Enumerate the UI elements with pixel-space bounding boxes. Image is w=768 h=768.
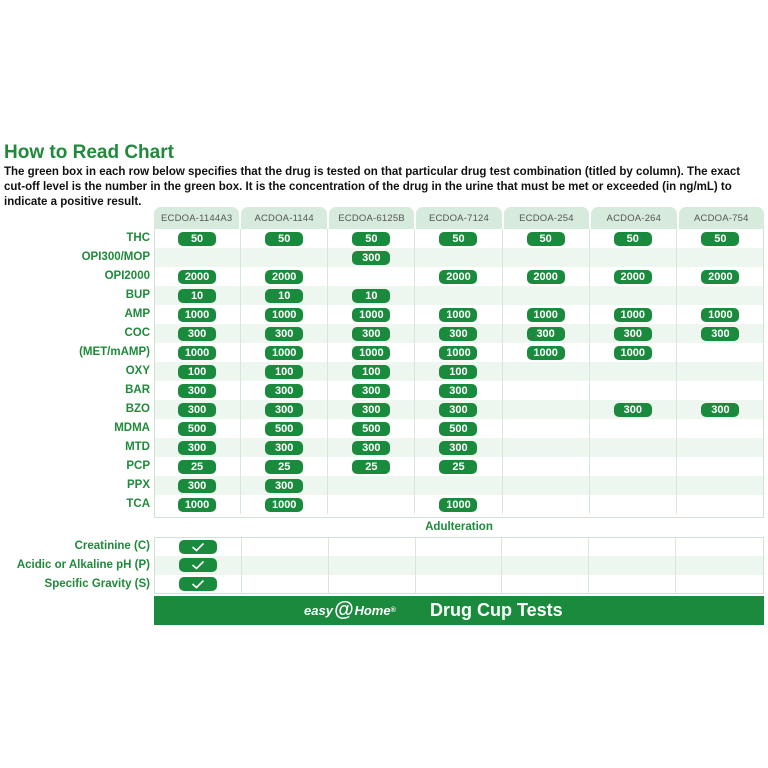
- drug-label: BZO: [125, 403, 150, 415]
- grid-cell: [503, 495, 590, 514]
- cutoff-badge: 10: [265, 289, 303, 303]
- cutoff-grid: [154, 229, 764, 514]
- grid-cell: [328, 305, 415, 324]
- grid-cell: [590, 267, 677, 286]
- cutoff-badge: 2000: [527, 270, 565, 284]
- grid-cell: [677, 286, 764, 305]
- cutoff-badge: 100: [265, 365, 303, 379]
- drug-row: [154, 400, 764, 419]
- drug-row: [154, 419, 764, 438]
- drug-row: [154, 495, 764, 514]
- cutoff-badge: 10: [178, 289, 216, 303]
- drug-label: COC: [124, 327, 150, 339]
- grid-cell: [415, 305, 502, 324]
- grid-cell: [154, 248, 241, 267]
- grid-cell: [590, 305, 677, 324]
- grid-cell: [154, 229, 241, 248]
- grid-cell: [502, 556, 589, 574]
- cutoff-badge: 1000: [265, 346, 303, 360]
- grid-cell: [328, 343, 415, 362]
- grid-cell: [503, 381, 590, 400]
- grid-cell: [329, 556, 416, 574]
- grid-cell: [154, 324, 241, 343]
- grid-cell: [590, 229, 677, 248]
- grid-cell: [241, 362, 328, 381]
- cutoff-badge: 1000: [178, 498, 216, 512]
- grid-cell: [242, 575, 329, 593]
- grid-cell: [590, 476, 677, 495]
- grid-cell: [416, 538, 503, 556]
- cutoff-badge: 25: [265, 460, 303, 474]
- grid-cell: [590, 419, 677, 438]
- drug-label: PPX: [126, 479, 150, 491]
- cutoff-badge: 300: [701, 403, 739, 417]
- cutoff-badge: 1000: [352, 346, 390, 360]
- cutoff-badge: 2000: [265, 270, 303, 284]
- adulteration-row: [155, 575, 763, 593]
- drug-labels: [0, 229, 150, 514]
- column-header: ECDOA-1144A3: [154, 207, 239, 229]
- cutoff-badge: 300: [265, 403, 303, 417]
- cutoff-badge: 500: [178, 422, 216, 436]
- drug-label: AMP: [124, 308, 150, 320]
- adulteration-row: [155, 556, 763, 574]
- grid-cell: [676, 538, 763, 556]
- drug-label: PCP: [126, 460, 150, 472]
- cutoff-badge: 1000: [614, 308, 652, 322]
- cutoff-badge: 300: [352, 441, 390, 455]
- drug-label: TCA: [126, 498, 150, 510]
- grid-cell: [328, 476, 415, 495]
- grid-cell: [415, 419, 502, 438]
- grid-cell: [415, 248, 502, 267]
- adulteration-label: Acidic or Alkaline pH (P): [16, 559, 150, 571]
- drug-label: MTD: [125, 441, 150, 453]
- grid-cell: [328, 419, 415, 438]
- cutoff-badge: 1000: [701, 308, 739, 322]
- grid-cell: [502, 538, 589, 556]
- cutoff-badge: 300: [614, 403, 652, 417]
- cutoff-badge: 25: [352, 460, 390, 474]
- adulteration-title: Adulteration: [425, 521, 493, 533]
- cutoff-badge: 300: [439, 327, 477, 341]
- footer-banner: [154, 596, 764, 625]
- grid-cell: [416, 556, 503, 574]
- drug-row: [154, 229, 764, 248]
- adulteration-grid: [154, 537, 764, 594]
- cutoff-badge: 300: [701, 327, 739, 341]
- grid-cell: [677, 305, 764, 324]
- drug-row: [154, 267, 764, 286]
- checkmark-icon: [179, 577, 217, 591]
- grid-cell: [415, 400, 502, 419]
- cutoff-badge: 50: [352, 232, 390, 246]
- grid-cell: [503, 476, 590, 495]
- cutoff-badge: 300: [352, 327, 390, 341]
- grid-cell: [590, 343, 677, 362]
- cutoff-badge: 2000: [178, 270, 216, 284]
- grid-cell: [590, 362, 677, 381]
- grid-cell: [241, 419, 328, 438]
- cutoff-badge: 300: [614, 327, 652, 341]
- column-header: ACDOA-264: [591, 207, 676, 229]
- cutoff-badge: 500: [265, 422, 303, 436]
- grid-cell: [503, 419, 590, 438]
- adulteration-label: Specific Gravity (S): [44, 578, 150, 590]
- cutoff-badge: 300: [178, 327, 216, 341]
- cutoff-badge: 300: [178, 441, 216, 455]
- cutoff-badge: 300: [178, 479, 216, 493]
- column-header: ECDOA-6125B: [329, 207, 414, 229]
- brand-mark: ®: [390, 607, 396, 614]
- grid-cell: [241, 286, 328, 305]
- grid-cell: [590, 457, 677, 476]
- grid-cell: [677, 495, 764, 514]
- grid-cell: [328, 438, 415, 457]
- grid-cell: [241, 381, 328, 400]
- cutoff-badge: 300: [178, 384, 216, 398]
- grid-cell: [590, 495, 677, 514]
- brand-left: easy: [304, 603, 333, 618]
- grid-cell: [503, 286, 590, 305]
- grid-cell: [503, 438, 590, 457]
- grid-cell: [154, 362, 241, 381]
- cutoff-badge: 300: [527, 327, 565, 341]
- grid-cell: [503, 343, 590, 362]
- grid-cell: [416, 575, 503, 593]
- drug-label: BAR: [125, 384, 150, 396]
- cutoff-badge: 100: [178, 365, 216, 379]
- grid-cell: [241, 248, 328, 267]
- cutoff-badge: 50: [527, 232, 565, 246]
- drug-label: MDMA: [114, 422, 150, 434]
- drug-row: [154, 248, 764, 267]
- grid-cell: [589, 538, 676, 556]
- grid-cell: [415, 229, 502, 248]
- cutoff-badge: 100: [439, 365, 477, 379]
- cutoff-badge: 50: [265, 232, 303, 246]
- cutoff-badge: 25: [178, 460, 216, 474]
- grid-cell: [677, 267, 764, 286]
- brand-at: @: [333, 599, 354, 621]
- adulteration-labels: [0, 537, 150, 594]
- grid-cell: [328, 229, 415, 248]
- drug-row: [154, 381, 764, 400]
- cutoff-badge: 1000: [439, 498, 477, 512]
- column-header: ECDOA-254: [504, 207, 589, 229]
- cutoff-badge: 300: [439, 441, 477, 455]
- grid-cell: [242, 538, 329, 556]
- grid-cell: [154, 286, 241, 305]
- grid-cell: [241, 305, 328, 324]
- drug-row: [154, 457, 764, 476]
- checkmark-icon: [179, 540, 217, 554]
- grid-cell: [241, 324, 328, 343]
- cutoff-badge: 1000: [265, 308, 303, 322]
- grid-cell: [677, 324, 764, 343]
- grid-cell: [328, 362, 415, 381]
- grid-cell: [503, 305, 590, 324]
- grid-cell: [590, 286, 677, 305]
- cutoff-badge: 300: [265, 441, 303, 455]
- cutoff-badge: 100: [352, 365, 390, 379]
- cutoff-badge: 1000: [265, 498, 303, 512]
- grid-cell: [590, 438, 677, 457]
- grid-cell: [590, 400, 677, 419]
- grid-cell: [677, 343, 764, 362]
- cutoff-badge: 25: [439, 460, 477, 474]
- grid-cell: [415, 286, 502, 305]
- grid-cell: [415, 438, 502, 457]
- grid-cell: [677, 362, 764, 381]
- grid-cell: [677, 400, 764, 419]
- cutoff-badge: 300: [352, 251, 390, 265]
- column-header: ACDOA-754: [679, 207, 764, 229]
- cutoff-badge: 300: [265, 384, 303, 398]
- grid-cell: [242, 556, 329, 574]
- grid-cell: [415, 343, 502, 362]
- grid-cell: [677, 381, 764, 400]
- grid-cell: [241, 229, 328, 248]
- cutoff-badge: 500: [352, 422, 390, 436]
- cutoff-badge: 2000: [701, 270, 739, 284]
- grid-cell: [589, 556, 676, 574]
- grid-cell: [503, 248, 590, 267]
- grid-cell: [241, 343, 328, 362]
- grid-cell: [503, 457, 590, 476]
- grid-cell: [677, 457, 764, 476]
- grid-cell: [677, 476, 764, 495]
- grid-cell: [241, 476, 328, 495]
- cutoff-badge: 300: [439, 384, 477, 398]
- drug-label: OPI2000: [104, 270, 150, 282]
- grid-cell: [328, 286, 415, 305]
- grid-cell: [328, 381, 415, 400]
- grid-cell: [154, 400, 241, 419]
- cutoff-badge: 300: [439, 403, 477, 417]
- grid-cell: [589, 575, 676, 593]
- grid-cell: [329, 575, 416, 593]
- cutoff-badge: 50: [701, 232, 739, 246]
- grid-cell: [154, 305, 241, 324]
- cutoff-badge: 2000: [614, 270, 652, 284]
- grid-cell: [154, 381, 241, 400]
- cutoff-badge: 2000: [439, 270, 477, 284]
- drug-label: (MET/mAMP): [79, 346, 150, 358]
- cutoff-badge: 300: [352, 403, 390, 417]
- cutoff-badge: 1000: [527, 346, 565, 360]
- grid-cell: [503, 324, 590, 343]
- grid-cell: [155, 538, 242, 556]
- cutoff-badge: 300: [265, 327, 303, 341]
- grid-cell: [677, 438, 764, 457]
- grid-cell: [155, 556, 242, 574]
- grid-cell: [503, 267, 590, 286]
- drug-label: THC: [126, 232, 150, 244]
- cutoff-badge: 1000: [614, 346, 652, 360]
- grid-cell: [677, 229, 764, 248]
- grid-cell: [590, 248, 677, 267]
- cutoff-badge: 50: [439, 232, 477, 246]
- grid-cell: [415, 267, 502, 286]
- drug-row: [154, 324, 764, 343]
- grid-cell: [415, 381, 502, 400]
- cutoff-badge: 50: [614, 232, 652, 246]
- cutoff-badge: 1000: [439, 346, 477, 360]
- cutoff-badge: 300: [352, 384, 390, 398]
- grid-cell: [328, 495, 415, 514]
- grid-cell: [415, 362, 502, 381]
- grid-cell: [241, 400, 328, 419]
- column-header: ECDOA-7124: [416, 207, 501, 229]
- grid-cell: [503, 362, 590, 381]
- brand-logo: [304, 596, 396, 625]
- cutoff-badge: 1000: [352, 308, 390, 322]
- footer-title: Drug Cup Tests: [430, 600, 563, 620]
- adulteration-label: Creatinine (C): [74, 540, 150, 552]
- drug-row: [154, 305, 764, 324]
- brand-right: Home: [354, 603, 391, 618]
- grid-cell: [328, 400, 415, 419]
- column-headers: [154, 207, 764, 229]
- drug-row: [154, 362, 764, 381]
- grid-cell: [154, 267, 241, 286]
- grid-cell: [241, 495, 328, 514]
- grid-cell: [241, 438, 328, 457]
- grid-cell: [676, 556, 763, 574]
- drug-row: [154, 343, 764, 362]
- grid-cell: [241, 267, 328, 286]
- cutoff-badge: 1000: [178, 308, 216, 322]
- cutoff-badge: 300: [265, 479, 303, 493]
- grid-cell: [329, 538, 416, 556]
- grid-cell: [155, 575, 242, 593]
- drug-label: OXY: [125, 365, 150, 377]
- drug-row: [154, 438, 764, 457]
- grid-cell: [503, 229, 590, 248]
- column-header: ACDOA-1144: [241, 207, 326, 229]
- cutoff-badge: 1000: [178, 346, 216, 360]
- grid-cell: [154, 343, 241, 362]
- grid-cell: [415, 457, 502, 476]
- grid-cell: [154, 419, 241, 438]
- grid-cell: [415, 476, 502, 495]
- grid-cell: [328, 267, 415, 286]
- grid-cell: [328, 248, 415, 267]
- drug-label: OPI300/MOP: [81, 251, 150, 263]
- grid-cell: [415, 495, 502, 514]
- grid-cell: [154, 457, 241, 476]
- grid-cell: [502, 575, 589, 593]
- grid-cell: [241, 457, 328, 476]
- drug-label: BUP: [125, 289, 150, 301]
- cutoff-badge: 1000: [527, 308, 565, 322]
- grid-cell: [154, 495, 241, 514]
- adulteration-row: [155, 538, 763, 556]
- cutoff-badge: 1000: [439, 308, 477, 322]
- grid-cell: [677, 248, 764, 267]
- grid-cell: [154, 438, 241, 457]
- grid-cell: [328, 324, 415, 343]
- grid-cell: [415, 324, 502, 343]
- page-title: How to Read Chart: [4, 142, 174, 163]
- grid-cell: [590, 381, 677, 400]
- grid-cell: [328, 457, 415, 476]
- checkmark-icon: [179, 558, 217, 572]
- grid-cell: [676, 575, 763, 593]
- cutoff-badge: 10: [352, 289, 390, 303]
- grid-cell: [154, 476, 241, 495]
- cutoff-badge: 50: [178, 232, 216, 246]
- chart-description: The green box in each row below specifies that the drug is tested on that particular drug test combination (titled by column). The exact cut-off level is the number in the green box. It is the concentration of the drug in the urine that must be met or exceeded (in ng/mL) to indicate a positive result.: [4, 166, 741, 208]
- cutoff-badge: 300: [178, 403, 216, 417]
- grid-cell: [503, 400, 590, 419]
- drug-row: [154, 476, 764, 495]
- cutoff-badge: 500: [439, 422, 477, 436]
- grid-cell: [677, 419, 764, 438]
- grid-cell: [590, 324, 677, 343]
- drug-row: [154, 286, 764, 305]
